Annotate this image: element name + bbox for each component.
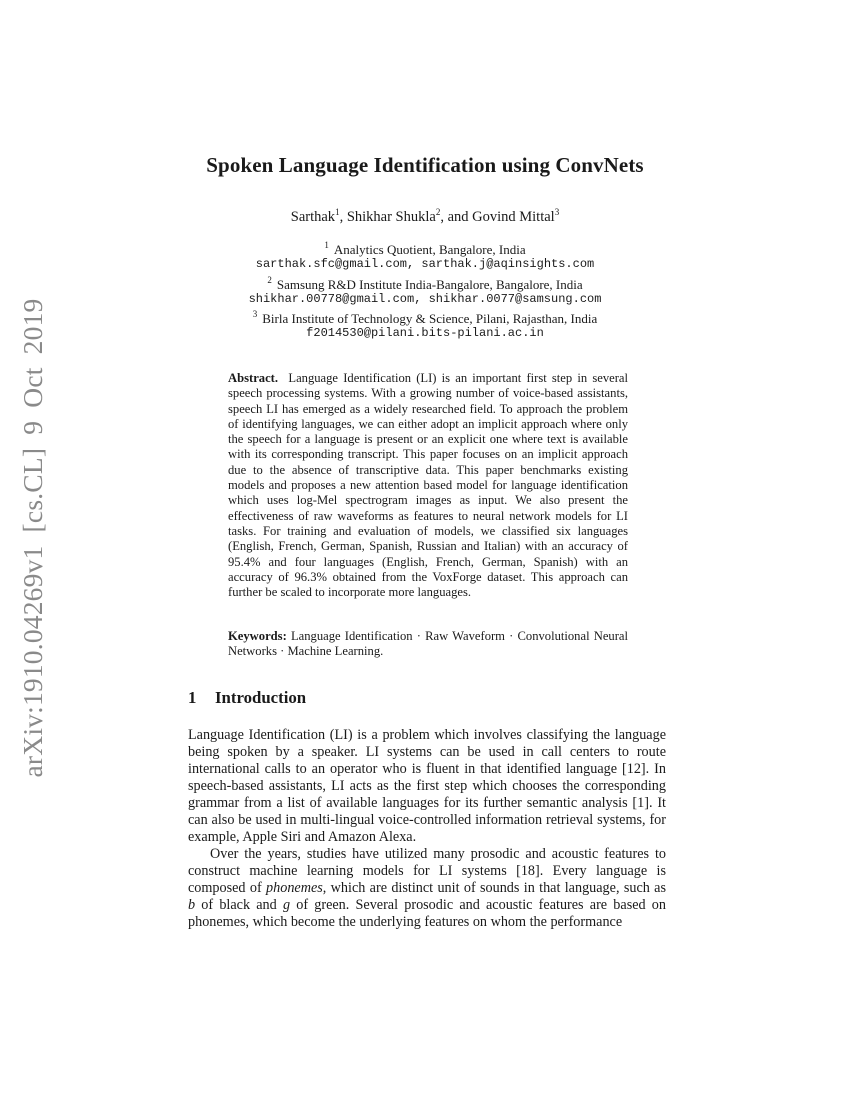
paragraph — [188, 727, 666, 846]
paragraph-text: of black and — [195, 897, 283, 913]
author-name: Shikhar Shukla — [346, 209, 436, 225]
keywords-label: Keywords: — [228, 629, 287, 643]
affiliation — [0, 307, 850, 326]
affiliation-marker: 3 — [252, 309, 258, 320]
paragraph-text: Language Identification (LI) is a problem which involves classifying the language being spoken by a speaker. LI systems can be used in call centers to route international calls to an operator who is fluent in that identified language [12]. In speech-based assistants, LI acts as the first step which chooses the corresponding grammar from a list of available languages for its further semantic analysis [1]. It can also be used in multi-lingual voice-controlled information retrieval systems, for example, Apple Siri and Amazon Alexa. — [188, 727, 666, 845]
affiliation-marker: 2 — [267, 274, 272, 285]
affiliation-emails: shikhar.00778@gmail.com, shikhar.0077@samsung.com — [248, 291, 602, 306]
section-body — [188, 727, 666, 931]
affiliation-name: Samsung R&D Institute India-Bangalore, Bangalore, India — [276, 276, 583, 292]
author-name: Govind Mittal — [472, 209, 555, 225]
author-affiliation-marker: 2 — [435, 207, 441, 217]
paragraph-text: of green. Several prosodic and acoustic features are based on phonemes, which become the underlying features on whom the performance — [188, 897, 666, 930]
section-title: Introduction — [215, 688, 307, 707]
emphasized-term: g — [282, 897, 291, 913]
section-heading — [188, 688, 306, 708]
abstract-text: Language Identification (LI) is an important first step in several speech processing systems. With a growing number of voice-based assistants, speech LI has emerged as a widely researched field. To approach the problem of identifying languages, we can either adopt an implicit approach where only the speech for a language is present or an explicit one where text is available with its corresponding transcript. This paper focuses on an implicit approach due to the absence of transcriptive data. This paper benchmarks existing models and proposes a new attention based model for language identification which uses log-Mel spectrogram images as input. We also present the effectiveness of raw waveforms as features to neural network models for LI tasks. For training and evaluation of models, we classified six languages (English, French, German, Spanish, Russian and Italian) with an accuracy of 95.4% and four languages (English, French, German, Spanish) with an accuracy of 96.3% obtained from the VoxForge dataset. This approach can further be scaled to incorporate more languages. — [228, 371, 628, 600]
affiliation-emails: sarthak.sfc@gmail.com, sarthak.j@aqinsights.com — [255, 257, 595, 272]
paper-title: Spoken Language Identification using ConvNets — [206, 153, 644, 177]
author-name: Sarthak — [290, 209, 336, 225]
affiliation-list — [0, 238, 850, 342]
abstract-label: Abstract. — [228, 371, 279, 385]
author-affiliation-marker: 3 — [554, 207, 560, 217]
keywords-text: Language Identification · Raw Waveform · Convolutional Neural Networks · Machine Learning. — [228, 629, 628, 659]
affiliation — [0, 273, 850, 292]
author-separator: , and — [440, 209, 473, 225]
affiliation-emails: f2014530@pilani.bits-pilani.ac.in — [306, 326, 544, 341]
paragraph — [188, 846, 666, 931]
affiliation-name: Analytics Quotient, Bangalore, India — [333, 242, 526, 257]
emphasized-term: phonemes — [266, 880, 323, 896]
author-separator: , — [339, 209, 347, 225]
paragraph-text: , which are distinct unit of sounds in that language, such as — [322, 880, 666, 896]
affiliation-name: Birla Institute of Technology & Science, Pilani, Rajasthan, India — [262, 311, 598, 327]
arxiv-identifier-text: arXiv:1910.04269v1 [cs.CL] 9 Oct 2019 — [17, 298, 48, 778]
abstract — [228, 371, 628, 600]
paragraph-text: Over the years, studies have utilized many prosodic and acoustic features to construct machine learning models for LI systems [18]. Every language is composed of — [188, 846, 666, 896]
affiliation — [0, 238, 850, 257]
emphasized-term: b — [188, 897, 196, 913]
affiliation-marker: 1 — [324, 240, 329, 250]
author-affiliation-marker: 1 — [335, 207, 340, 217]
keywords — [228, 629, 628, 660]
author-list — [0, 207, 850, 226]
section-number: 1 — [188, 688, 197, 707]
